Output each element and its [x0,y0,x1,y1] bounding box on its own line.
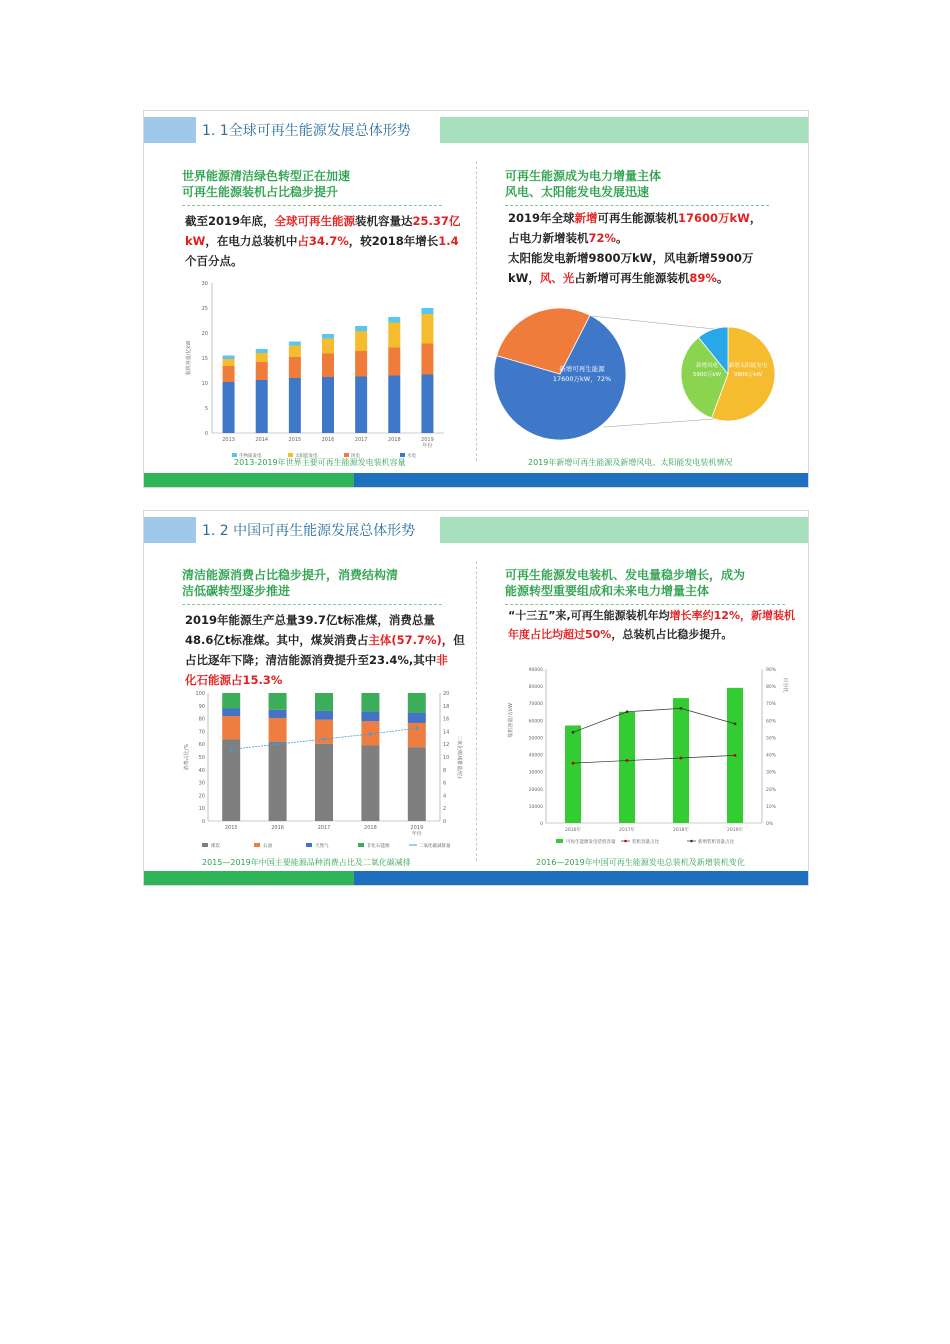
right-divider [505,604,785,605]
text-span: 个百分点。 [185,254,243,268]
bar-segment [408,747,426,821]
highlight-span: 增长率约12%，新增 [669,609,773,622]
y-tick-label: 10000 [528,804,543,810]
text-span: ， [749,211,762,225]
highlight-span: 25.37 [412,214,449,228]
y2-tick-label: 20 [443,691,450,697]
y-tick-label: 40000 [528,753,543,759]
legend-label: 煤炭 [211,844,220,849]
bar-segment [388,348,400,376]
co2-point [415,727,418,730]
left-divider [182,604,442,605]
legend-label: 生物质发电 [239,454,262,459]
bar-segment [256,349,268,353]
bar-segment [315,693,333,711]
global-renewables-stacked-bar-chart [184,275,454,459]
x-tick-label: 2015 [288,437,302,443]
bar-segment [388,376,400,434]
y2-tick-label: 90% [766,668,777,673]
line-point [572,762,575,765]
legend-label: 太阳能发电 [295,454,318,459]
x-tick-label: 2015 [224,825,238,831]
text-line: 2019年能源生产总量39.7亿t标准煤，消费总量 [185,613,435,627]
y2-tick-label: 80% [766,685,777,691]
y2-tick-label: 0% [766,822,774,827]
legend-label: 装机容量占比 [632,840,659,845]
x-tick-label: 2017 [317,825,331,831]
y-tick-label: 40 [198,767,205,774]
y-tick-label: 50000 [528,736,543,742]
y2-tick-label: 70% [766,702,777,708]
text-span: 2019年全球 [508,211,575,225]
right-subtitle-line1: 可再生能源成为电力增量主体 [505,169,662,183]
bar-segment [269,742,287,821]
line-point [626,759,629,762]
text-line [185,630,475,650]
header-green-block [440,117,808,143]
bar-segment [355,331,367,351]
right-chart-caption: 2016—2019年中国可再生能源发电总装机及新增装机变化 [536,858,745,867]
x-tick-label: 2017 [354,437,368,443]
y-tick-label: 80 [198,716,205,723]
bar-segment [269,718,287,742]
highlight-span: 装机年度占比均超过50% [508,609,795,641]
y-tick-label: 20 [201,331,208,337]
connector-line [592,316,714,329]
y-tick-label: 20000 [528,787,543,793]
right-subtitle-line2: 能源转型重要组成和未来电力增量主体 [505,584,710,598]
co2-point [323,738,326,741]
bar-segment [388,323,400,348]
footer-blue [354,473,808,487]
bar-segment [322,334,334,339]
y2-tick-label: 14 [443,729,450,736]
left-chart-caption: 2013-2019年世界主要可再生能源发电装机容量 [234,458,406,467]
y-tick-label: 30 [201,281,208,287]
y-tick-label: 10 [198,806,205,813]
y2-tick-label: 50% [766,736,777,742]
text-span: 截至2019年底， [185,214,275,228]
bar-segment [269,693,287,710]
x-tick-label: 2013 [222,437,235,443]
y2-tick-label: 40% [766,753,777,759]
slide-header [144,117,808,143]
bar-segment [223,382,235,433]
y2-axis-label: 二氧化碳减排量/亿t [456,735,462,779]
y-tick-label: 70000 [528,702,543,708]
legend-label: 风电 [351,454,360,459]
pie-label: 9800万kW [733,372,763,378]
slide-title: 1. 1全球可再生能源发展总体形势 [202,123,411,139]
right-chart-caption: 2019年新增可再生能源及新增风电、太阳能发电装机情况 [528,458,733,467]
slide-footer-bar [144,473,808,487]
y2-tick-label: 10 [443,755,450,761]
pie-label: 新增风电 [695,363,719,369]
slide-china-renewables [143,510,809,886]
bar [565,725,581,823]
bar-segment [408,693,426,713]
y-tick-label: 0 [540,822,543,827]
text-line [185,650,475,670]
legend-swatch [202,843,208,847]
legend-marker [690,840,693,843]
y2-tick-label: 2 [443,806,447,813]
highlight-span: 72% [588,231,617,245]
x-tick-label: 2019 [410,825,424,831]
bar-segment [388,317,400,323]
line-point [572,731,575,734]
y-tick-label: 90000 [528,668,543,673]
y-tick-label: 70 [198,729,205,736]
bar-segment [289,357,301,378]
bar-segment [222,716,240,739]
text-span: ，在电力总装机中 [205,234,298,248]
y-axis-label: 消费占比/% [184,743,190,771]
pie-label: 新增可再生能源 [559,365,605,373]
bar-segment [408,713,426,723]
right-subtitle [505,567,745,599]
line-point [680,707,683,710]
bar-segment [322,354,334,378]
bar-segment [222,739,240,821]
x-tick-label: 2016年 [565,828,581,833]
highlight-span: 风、光 [539,271,575,285]
x-tick-label: 2017年 [619,828,635,833]
left-body-text [185,211,470,271]
left-body-text [185,610,475,690]
x-axis-label: 年份 [411,831,422,837]
y-tick-label: 50 [198,755,205,761]
y2-tick-label: 60% [766,719,777,725]
x-tick-label: 2018 [387,437,401,443]
bar-segment [315,711,333,720]
pie-label: 17600万kW，72% [552,375,612,383]
bar-segment [223,356,235,360]
footer-green [144,871,354,885]
legend-label: 天然气 [315,844,329,849]
highlight-span: 占34.7% [297,234,349,248]
right-divider [505,205,769,206]
y-tick-label: 60 [198,742,205,749]
text-line: 太阳能发电新增9800万kW，风电新增5900万 [508,251,754,265]
y2-tick-label: 6 [443,780,447,787]
bar-segment [322,377,334,433]
highlight-span: 主体(57.7%) [368,633,442,647]
new-capacity-pie-charts [486,301,804,451]
pie-label: 5900万kW [692,372,722,378]
legend-label: 新增装机容量占比 [698,840,734,845]
text-line [508,208,800,228]
y-tick-label: 100 [195,691,205,697]
china-capacity-combo-chart [504,661,804,857]
y-tick-label: 10 [201,381,208,387]
legend-swatch [254,843,260,847]
bar-segment [256,353,268,362]
y-tick-label: 5 [204,406,208,412]
x-tick-label: 2016 [321,437,335,443]
highlight-span: 亿kW [185,214,461,248]
co2-point [369,733,372,736]
text-span: “十三五”来,可再生能源装机年均 [508,609,670,622]
left-subtitle [182,168,350,200]
y-tick-label: 15 [201,356,208,362]
line-point [626,710,629,713]
column-divider [476,161,477,461]
legend-marker [624,840,627,843]
highlight-span: 1.4 [438,234,459,248]
y-tick-label: 30000 [528,770,543,776]
bar-segment [315,744,333,821]
line-point [680,757,683,760]
china-energy-consumption-chart [182,687,464,859]
bar-segment [361,745,379,821]
x-tick-label: 2019 [421,437,434,443]
y-tick-label: 90 [198,703,205,710]
bar-segment [361,711,379,721]
y2-tick-label: 0 [443,819,447,825]
x-tick-label: 2014 [255,437,269,443]
text-span: 48.6亿t标准煤。其中，煤炭消费占 [185,633,369,647]
x-axis-label: 年份 [422,443,433,449]
bar-segment [256,362,268,380]
connector-line [604,419,714,427]
left-subtitle-line2: 洁低碳转型逐步推进 [182,584,291,598]
y-tick-label: 80000 [528,685,543,691]
left-chart-caption: 2015—2019年中国主要能源品种消费占比及二氧化碳减排 [202,858,411,867]
text-line: 化石能源占15.3% [185,673,283,687]
right-subtitle [505,168,661,200]
y2-tick-label: 18 [443,703,450,710]
footer-blue [354,871,808,885]
left-subtitle-line1: 世界能源清洁绿色转型正在加速 [182,169,351,183]
x-tick-label: 2019年 [727,828,743,833]
bar-segment [289,378,301,433]
highlight-span: 89% [689,271,717,285]
line-point [734,722,737,725]
bar-segment [355,326,367,331]
y2-tick-label: 30% [766,770,777,776]
bar [619,712,635,823]
y-tick-label: 20 [198,793,205,800]
bar [673,698,689,823]
text-span: ，总装机占比稳步提升。 [611,628,733,641]
header-blue-block [144,517,196,543]
co2-point [230,748,233,751]
highlight-span: 全球可再生能源 [274,214,356,228]
bar-segment [421,314,433,344]
highlight-span: 新增 [574,211,598,225]
slide-title: 1. 2 中国可再生能源发展总体形势 [202,523,416,539]
bar-segment [421,375,433,434]
text-span: 占电力新增装机 [508,231,589,245]
bar-segment [421,308,433,314]
left-subtitle-line2: 可再生能源装机占比稳步提升 [182,185,339,199]
right-subtitle-line1: 可再生能源发电装机、发电量稳步增长，成为 [505,568,746,582]
legend-label: 可再生能源发电装机容量 [566,840,616,845]
y-axis-label: 装机容量/亿kW [186,340,192,376]
legend-swatch [358,843,364,847]
line-series [573,755,735,763]
text-span: ，较2018年增长 [348,234,439,248]
legend-label: 非化石能源 [367,844,390,849]
right-body-text [508,606,804,644]
text-span: 装机容量达 [355,214,413,228]
y2-axis-label: 百分比 [782,677,788,693]
y-tick-label: 25 [201,306,208,312]
text-line [508,228,800,248]
highlight-span: 17600万kW [678,211,750,225]
y-tick-label: 0 [201,819,205,825]
legend-label: 二氧化碳减排量 [419,844,451,849]
y-axis-label: 装机容量/万kW [508,703,514,738]
y2-tick-label: 4 [443,793,447,800]
y-tick-label: 60000 [528,719,543,725]
y2-tick-label: 16 [443,716,450,723]
slide-header [144,517,808,543]
line-point [734,754,737,757]
y2-tick-label: 20% [766,787,777,793]
y-tick-label: 0 [204,431,208,437]
highlight-span: 非 [436,653,448,667]
legend-swatch [306,843,312,847]
text-span: 。 [716,271,729,285]
bar-segment [222,708,240,716]
header-green-block [440,517,808,543]
text-span: 。 [616,231,628,245]
bar-segment [355,377,367,434]
y-tick-label: 30 [198,780,205,787]
bar-segment [289,346,301,358]
right-subtitle-line2: 风电、太阳能发电发展迅速 [505,185,650,199]
text-span: ，但 [441,633,465,647]
y2-tick-label: 8 [443,767,447,774]
legend-swatch [556,839,563,843]
column-divider [476,561,477,861]
bar-segment [223,359,235,366]
text-span: 可再生能源装机 [597,211,679,225]
line-series [573,708,735,732]
left-subtitle-line1: 清洁能源消费占比稳步提升，消费结构清 [182,568,399,582]
pie-label: 新增太阳能发电 [728,363,768,369]
legend-label: 水电 [407,454,416,459]
right-body-text [508,208,800,288]
bar-segment [361,693,379,711]
co2-point [276,743,279,746]
bar-segment [289,342,301,346]
bar-segment [256,380,268,433]
left-divider [182,205,442,206]
left-subtitle [182,567,398,599]
x-tick-label: 2016 [271,825,284,831]
text-span: 占新增可再生能源装机 [574,271,690,285]
bar-segment [322,339,334,354]
bar-segment [421,344,433,375]
bar-segment [223,366,235,382]
text-line [508,268,800,288]
bar-segment [269,710,287,718]
x-tick-label: 2018年 [673,828,689,833]
y2-tick-label: 12 [443,742,450,749]
slide-footer-bar [144,871,808,885]
slide-global-renewables [143,110,809,488]
legend-label: 石油 [263,844,272,849]
x-tick-label: 2018 [364,825,377,831]
text-span: 占比逐年下降；清洁能源消费提升至23.4%,其中 [185,653,437,667]
footer-green [144,473,354,487]
header-blue-block [144,117,196,143]
y2-tick-label: 10% [766,804,777,810]
bar-segment [222,693,240,708]
bar-segment [408,723,426,747]
text-span: kW， [508,271,540,285]
bar-segment [355,351,367,377]
